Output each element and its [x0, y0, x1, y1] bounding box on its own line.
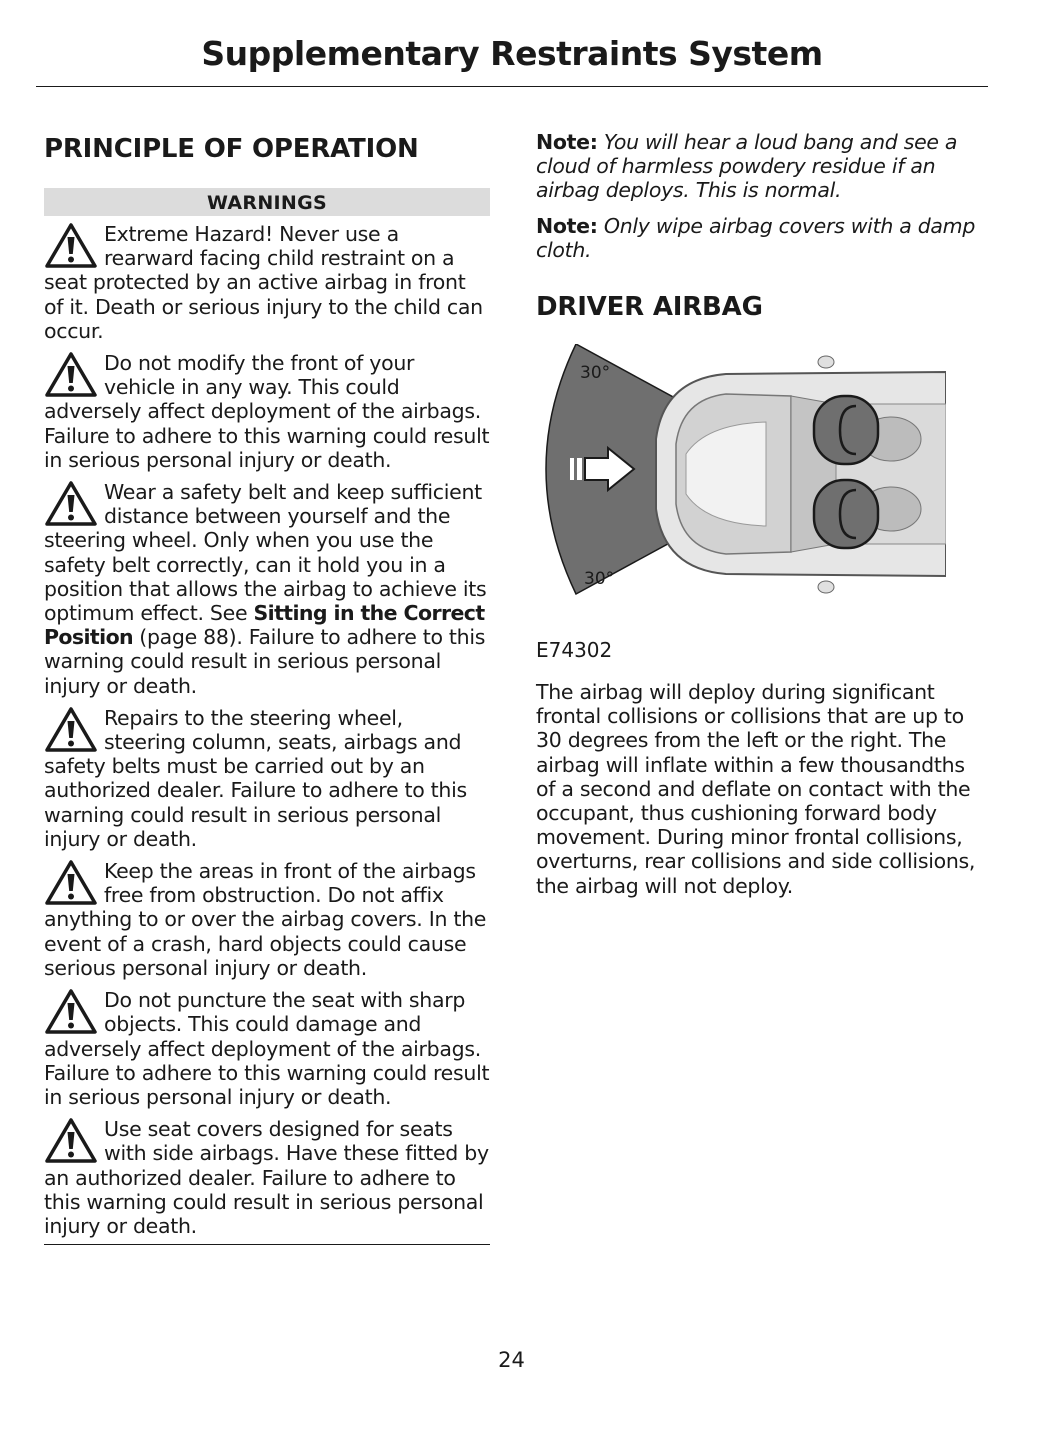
- airbag-deployment-diagram: [536, 344, 946, 602]
- warning-item: [44, 222, 490, 343]
- note-label: Note:: [536, 130, 598, 154]
- warning-item: [44, 859, 490, 980]
- angle-top-label: 30°: [580, 363, 611, 384]
- warning-item: [44, 480, 490, 698]
- cross-reference-link[interactable]: Sitting in the Correct Position: [44, 601, 485, 650]
- warning-triangle-icon: [44, 351, 98, 399]
- warning-triangle-icon: [44, 1117, 98, 1165]
- angle-bottom-label: 30°: [584, 569, 615, 590]
- right-column: [536, 130, 986, 898]
- note-loud-bang: [536, 130, 986, 203]
- page-header: [36, 30, 988, 78]
- left-column: [44, 130, 490, 1245]
- driver-airbag-heading: DRIVER AIRBAG: [536, 292, 763, 323]
- warning-item: [44, 1117, 490, 1238]
- warning-item: [44, 988, 490, 1109]
- figure-code: E74302: [536, 638, 613, 663]
- page-number: 24: [498, 1348, 525, 1372]
- warning-item: [44, 351, 490, 472]
- header-divider: [36, 86, 988, 87]
- warning-triangle-icon: [44, 706, 98, 754]
- warning-text: Do not modify the front of your vehicle in any way. This could adversely affect deployment of the airbags. Failure to adhere to this warning could result in serious personal injury or death.: [44, 351, 490, 472]
- warning-triangle-icon: [44, 480, 98, 528]
- warning-item: [44, 706, 490, 851]
- note-text: You will hear a loud bang and see a cloud of harmless powdery residue if an airbag deploys. This is normal.: [536, 130, 958, 203]
- warning-text: Do not puncture the seat with sharp objects. This could damage and adversely affect deployment of the airbags. Failure to adhere to this warning could result in serious personal injury or death.: [44, 988, 490, 1109]
- warning-text: Wear a safety belt and keep sufficient distance between yourself and the steering wheel. Only when you use the safety belt correctly, can it hold you in a position that allows the airbag to achieve its optimum effect. See Sitting in the Correct Position (page 88). Failure to adhere to this warning could result in serious personal injury or death.: [44, 480, 487, 698]
- warning-triangle-icon: [44, 222, 98, 270]
- note-wipe-covers: [536, 214, 986, 262]
- warning-text: Use seat covers designed for seats with side airbags. Have these fitted by an authorized dealer. Failure to adhere to this warning could result in serious personal injury or death.: [44, 1117, 489, 1238]
- warning-text: Repairs to the steering wheel, steering column, seats, airbags and safety belts must be carried out by an authorized dealer. Failure to adhere to this warning could result in serious personal injury or death.: [44, 705, 467, 851]
- warning-text: Keep the areas in front of the airbags free from obstruction. Do not affix anything to or over the airbag covers. In the event of a crash, hard objects could cause serious personal injury or death.: [44, 859, 487, 980]
- driver-airbag-figure: [536, 344, 946, 602]
- warning-triangle-icon: [44, 988, 98, 1036]
- warning-text: Extreme Hazard! Never use a rearward facing child restraint on a seat protected by an active airbag in front of it. Death or serious injury to the child can occur.: [44, 222, 483, 343]
- warnings-list: [44, 222, 490, 1238]
- warning-triangle-icon: [44, 859, 98, 907]
- page-title: Supplementary Restraints System: [201, 34, 823, 73]
- principle-heading: PRINCIPLE OF OPERATION: [44, 134, 419, 164]
- car-top-view: [656, 356, 946, 593]
- driver-airbag-description: The airbag will deploy during significant frontal collisions or collisions that are up to 30 degrees from the left or the right. The airbag will inflate within a few thousandths of a second and deflate on contact with the occupant, thus cushioning forward body movement. During minor frontal collisions, overturns, rear collisions and side collisions, the airbag will not deploy.: [536, 680, 976, 898]
- note-text: Only wipe airbag covers with a damp cloth.: [536, 213, 976, 262]
- warnings-banner: WARNINGS: [44, 188, 490, 216]
- note-label: Note:: [536, 213, 598, 238]
- warnings-end-divider: [44, 1244, 490, 1245]
